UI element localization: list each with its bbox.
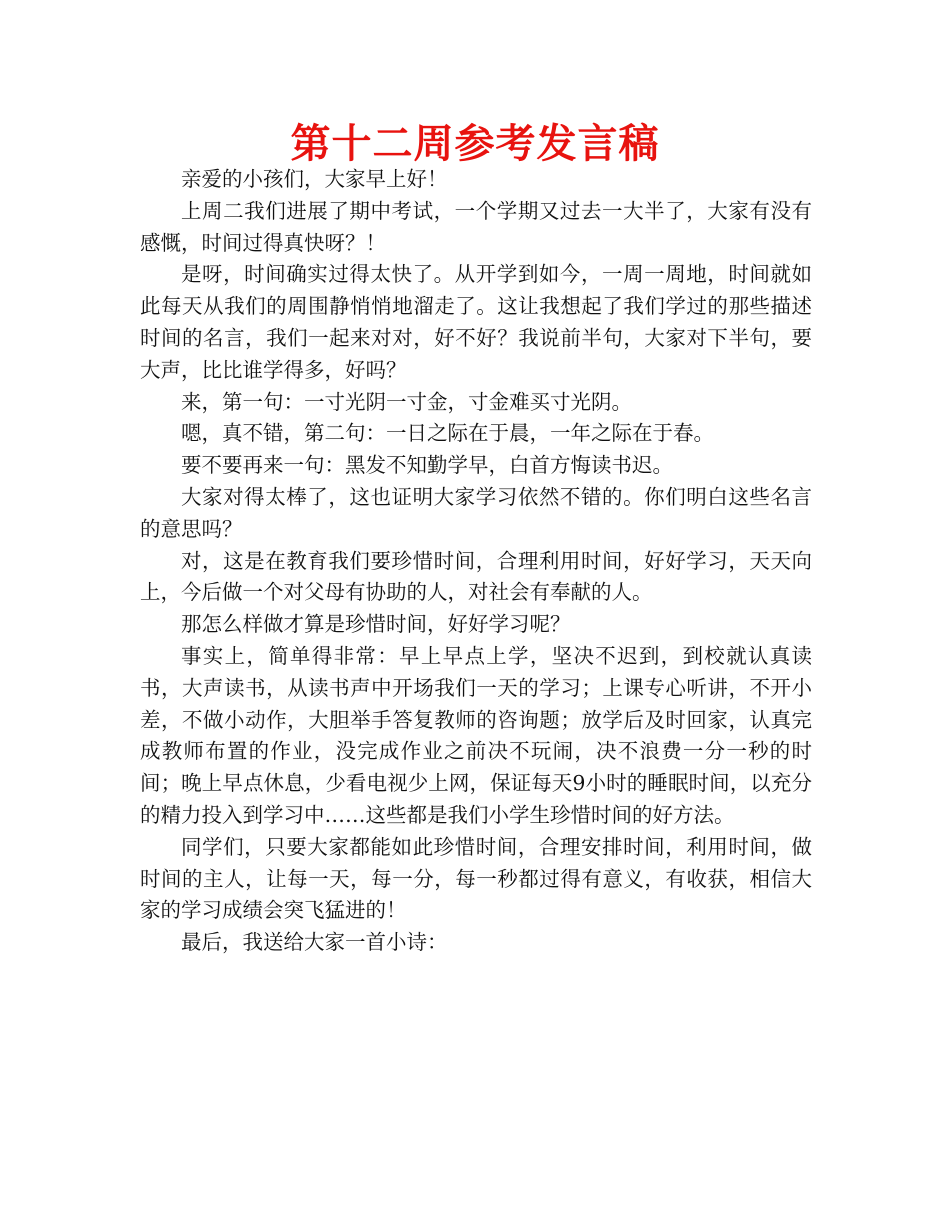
paragraph: 事实上，简单得非常：早上早点上学，坚决不迟到，到校就认真读书，大声读书，从读书声中开场我们一天的学习；上课专心听讲，不开小差，不做小动作，大胆举手答复教师的咨询题；放学后及时回家，认真完成教师布置的作业，没完成作业之前决不玩闹，决不浪费一分一秒的时间；晚上早点休息，少看电视少上网，保证每天9小时的睡眠时间，以充分的精力投入到学习中……这些都是我们小学生珍惜时间的好方法。 [140,643,812,827]
paragraph: 来，第一句：一寸光阴一寸金，寸金难买寸光阴。 [181,389,632,414]
paragraph: 最后，我送给大家一首小诗： [181,930,448,955]
paragraph: 上周二我们进展了期中考试，一个学期又过去一大半了，大家有没有感慨，时间过得真快呀？！ [140,198,812,255]
paragraph: 同学们，只要大家都能如此珍惜时间，合理安排时间，利用时间，做时间的主人，让每一天，每一分，每一秒都过得有意义，有收获，相信大家的学习成绩会突飞猛进的！ [140,834,812,923]
paragraph: 大家对得太棒了，这也证明大家学习依然不错的。你们明白这些名言的意思吗？ [140,484,812,541]
paragraph: 那怎么样做才算是珍惜时间，好好学习呢？ [181,612,571,637]
paragraph: 亲爱的小孩们，大家早上好！ [181,167,448,191]
document-body [140,164,812,959]
document-title: 第十二周参考发言稿 [290,121,660,167]
paragraph: 要不要再来一句：黑发不知勤学早，白首方悔读书迟。 [181,453,673,478]
paragraph: 是呀，时间确实过得太快了。从开学到如今，一周一周地，时间就如此每天从我们的周围静悄悄地溜走了。这让我想起了我们学过的那些描述时间的名言，我们一起来对对，好不好？我说前半句，大家对下半句，要大声，比比谁学得多，好吗？ [140,262,812,382]
paragraph: 对，这是在教育我们要珍惜时间，合理利用时间，好好学习，天天向上，今后做一个对父母有协助的人，对社会有奉献的人。 [140,548,812,605]
paragraph: 嗯，真不错，第二句：一日之际在于晨，一年之际在于春。 [181,421,714,446]
